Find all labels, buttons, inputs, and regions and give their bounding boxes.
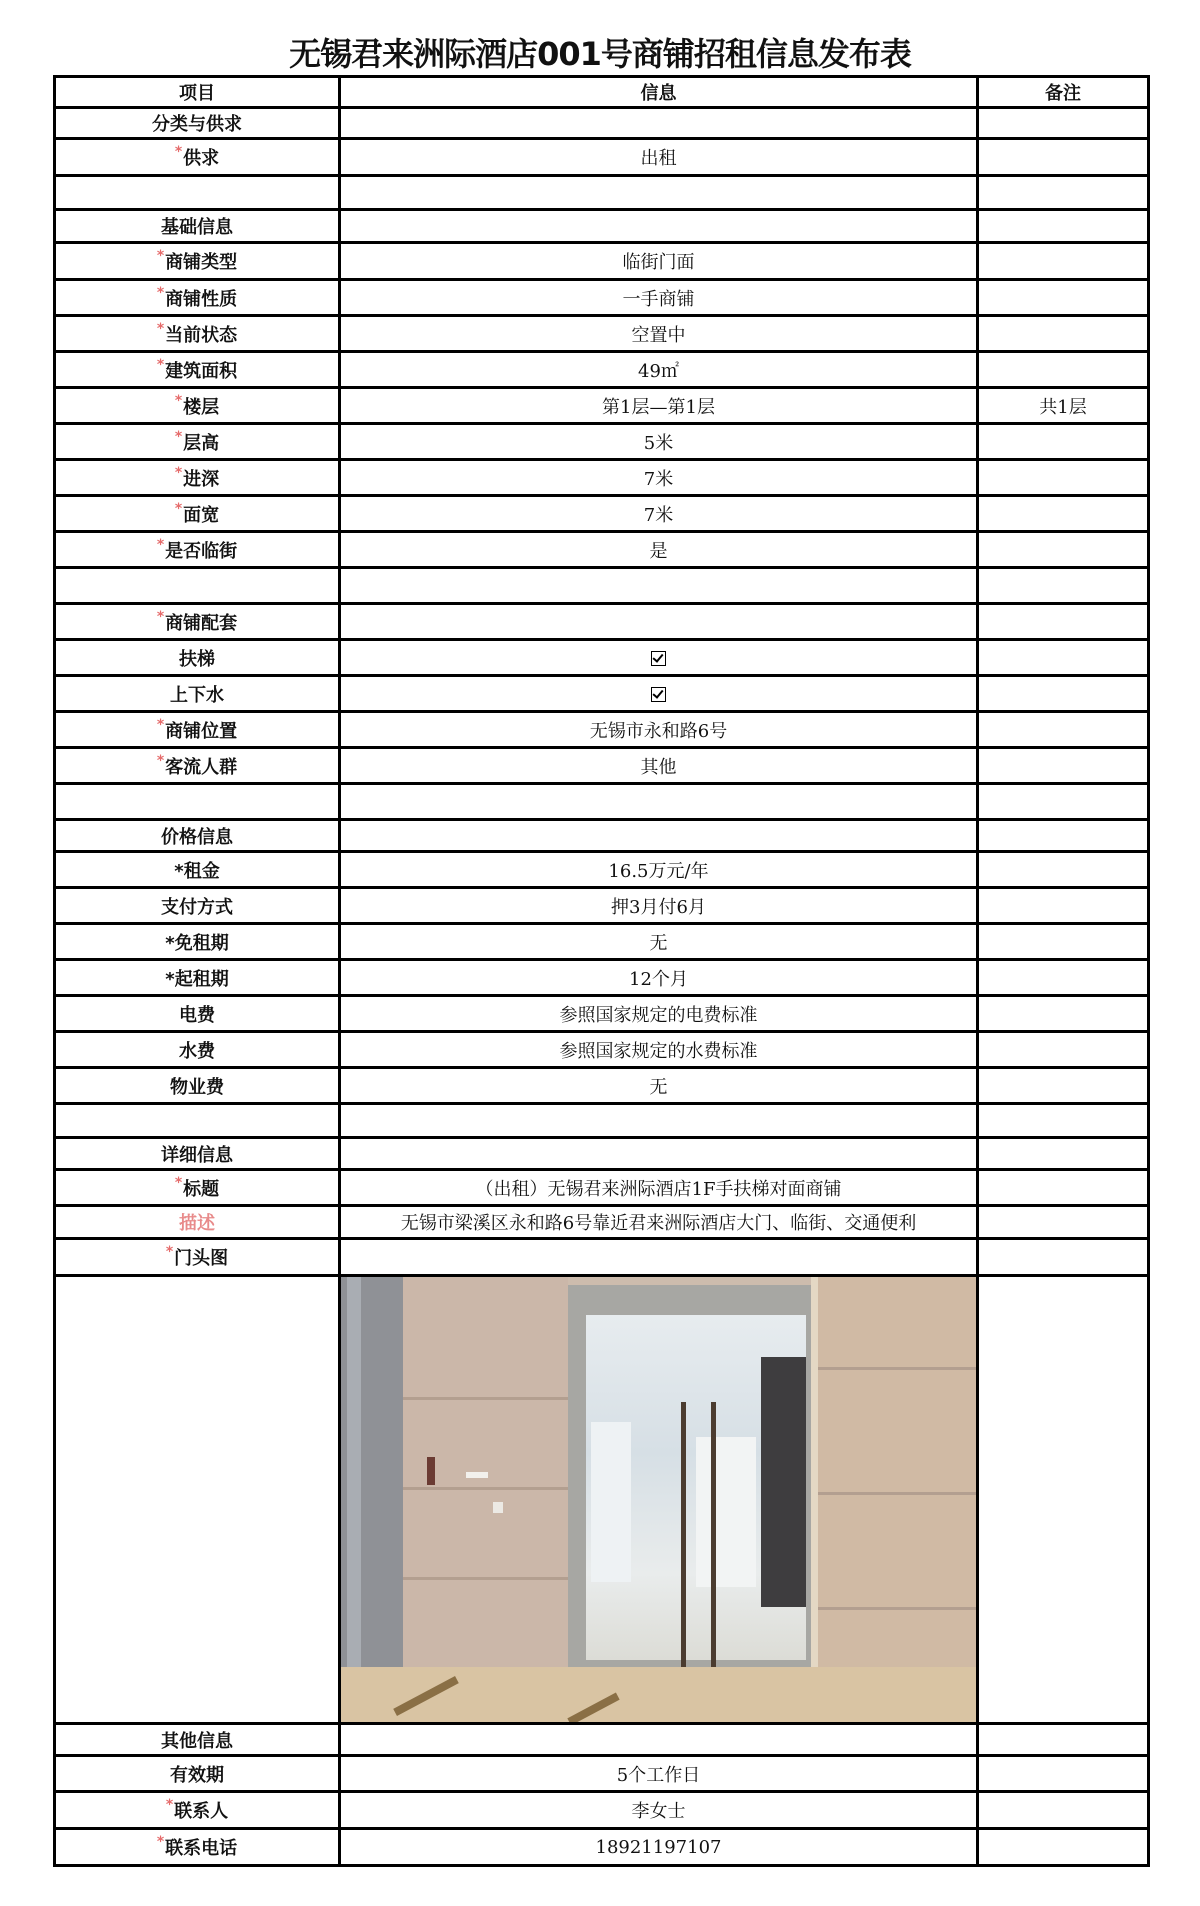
table-row-min-lease [55,960,1149,996]
row-label: *商铺性质 [55,280,340,316]
row-value: 49㎡ [340,352,978,388]
row-value: 出租 [340,139,978,176]
row-label: *联系人 [55,1792,340,1829]
table-row-listing-title [55,1170,1149,1206]
listing-table [53,75,1150,1867]
section-row-other [55,1724,1149,1756]
empty-row [55,176,1149,210]
checkbox-checked-icon[interactable] [651,651,666,666]
row-value: 空置中 [340,316,978,352]
table-row-storefront-image [55,1239,1149,1276]
photo-cell [340,1276,978,1724]
header-item: 项目 [55,77,340,108]
empty-row [55,568,1149,604]
required-mark: * [174,464,183,481]
header-note: 备注 [978,77,1149,108]
section-label: 价格信息 [55,820,340,852]
row-value: 是 [340,532,978,568]
table-row-photo [55,1276,1149,1724]
table-row-floor-area [55,352,1149,388]
required-mark: * [174,144,183,160]
row-label: *当前状态 [55,316,340,352]
row-value: 无锡市永和路6号 [340,712,978,748]
row-value: 无锡市梁溪区永和路6号靠近君来洲际酒店大门、临街、交通便利 [340,1206,978,1239]
required-mark: * [156,536,165,553]
row-label: 物业费 [55,1068,340,1104]
table-row-property-fee [55,1068,1149,1104]
row-label: 扶梯 [55,640,340,676]
required-mark: * [156,284,165,301]
row-value [340,640,978,676]
table-row-electricity [55,996,1149,1032]
row-label: 上下水 [55,676,340,712]
section-row-price [55,820,1149,852]
table-row-contact [55,1792,1149,1829]
row-label: *客流人群 [55,748,340,784]
row-label: *免租期 [55,924,340,960]
row-value [340,676,978,712]
row-value: （出租）无锡君来洲际酒店1F手扶梯对面商铺 [340,1170,978,1206]
row-value: 李女士 [340,1792,978,1829]
checkbox-checked-icon[interactable] [651,687,666,702]
table-row-floor-height [55,424,1149,460]
row-label: 描述 [55,1206,340,1239]
section-label: 详细信息 [55,1138,340,1170]
row-value: 7米 [340,460,978,496]
row-label: 电费 [55,996,340,1032]
section-row-category [55,108,1149,139]
row-value: 押3月付6月 [340,888,978,924]
row-value: 5米 [340,424,978,460]
row-label: *标题 [55,1170,340,1206]
info-cell [340,108,978,139]
row-value: 其他 [340,748,978,784]
table-row-escalator [55,640,1149,676]
table-row-current-status [55,316,1149,352]
header-info: 信息 [340,77,978,108]
required-mark: * [174,500,183,517]
row-value: 参照国家规定的水费标准 [340,1032,978,1068]
required-mark: * [174,1174,183,1191]
row-value: 7米 [340,496,978,532]
row-label: *门头图 [55,1239,340,1276]
page-title: 无锡君来洲际酒店001号商铺招租信息发布表 [289,35,911,73]
table-row-payment [55,888,1149,924]
row-value: 临街门面 [340,243,978,280]
row-label: *商铺位置 [55,712,340,748]
section-row-detail [55,1138,1149,1170]
section-label: 基础信息 [55,210,340,243]
row-label: 支付方式 [55,888,340,924]
row-label: *商铺类型 [55,243,340,280]
row-note: 共1层 [978,388,1149,424]
section-label: *商铺配套 [55,604,340,640]
empty-row [55,1104,1149,1138]
table-row-shop-type [55,243,1149,280]
table-row-floor [55,388,1149,424]
table-row-phone [55,1829,1149,1866]
section-row-basic [55,210,1149,243]
section-label: 其他信息 [55,1724,340,1756]
table-row-water-fee [55,1032,1149,1068]
row-value: 参照国家规定的电费标准 [340,996,978,1032]
row-value: 无 [340,1068,978,1104]
required-mark: * [156,356,165,373]
table-row-water [55,676,1149,712]
row-label: *建筑面积 [55,352,340,388]
table-row-supply [55,139,1149,176]
row-value: 一手商铺 [340,280,978,316]
table-row-location [55,712,1149,748]
row-label: 有效期 [55,1756,340,1792]
row-label: *面宽 [55,496,340,532]
row-label: *联系电话 [55,1829,340,1866]
note-cell [978,139,1149,176]
storefront-photo [341,1277,978,1722]
section-row-facilities [55,604,1149,640]
row-value: 18921197107 [340,1829,978,1866]
required-mark: * [156,752,165,769]
required-mark: * [165,1797,174,1813]
table-row-shop-nature [55,280,1149,316]
required-mark: * [156,1834,165,1850]
table-row-width [55,496,1149,532]
required-mark: * [156,716,165,733]
row-label: *是否临街 [55,532,340,568]
table-header-row [55,77,1149,108]
note-cell [978,108,1149,139]
table-row-customer-flow [55,748,1149,784]
empty-row [55,784,1149,820]
row-value: 无 [340,924,978,960]
table-row-rent [55,852,1149,888]
required-mark: * [156,320,165,337]
row-label: *进深 [55,460,340,496]
row-label: *楼层 [55,388,340,424]
required-mark: * [156,248,165,264]
row-value: 16.5万元/年 [340,852,978,888]
required-mark: * [165,1244,174,1260]
row-label: *起租期 [55,960,340,996]
table-row-validity [55,1756,1149,1792]
table-row-depth [55,460,1149,496]
row-value: 12个月 [340,960,978,996]
row-value: 5个工作日 [340,1756,978,1792]
row-value: 第1层—第1层 [340,388,978,424]
row-label: 水费 [55,1032,340,1068]
row-label: *供求 [55,139,340,176]
table-row-description [55,1206,1149,1239]
row-label: *层高 [55,424,340,460]
row-label: *租金 [55,852,340,888]
table-row-rent-free [55,924,1149,960]
table-row-street-facing [55,532,1149,568]
required-mark: * [174,392,183,409]
section-label: 分类与供求 [55,108,340,139]
required-mark: * [156,608,165,625]
required-mark: * [174,428,183,445]
